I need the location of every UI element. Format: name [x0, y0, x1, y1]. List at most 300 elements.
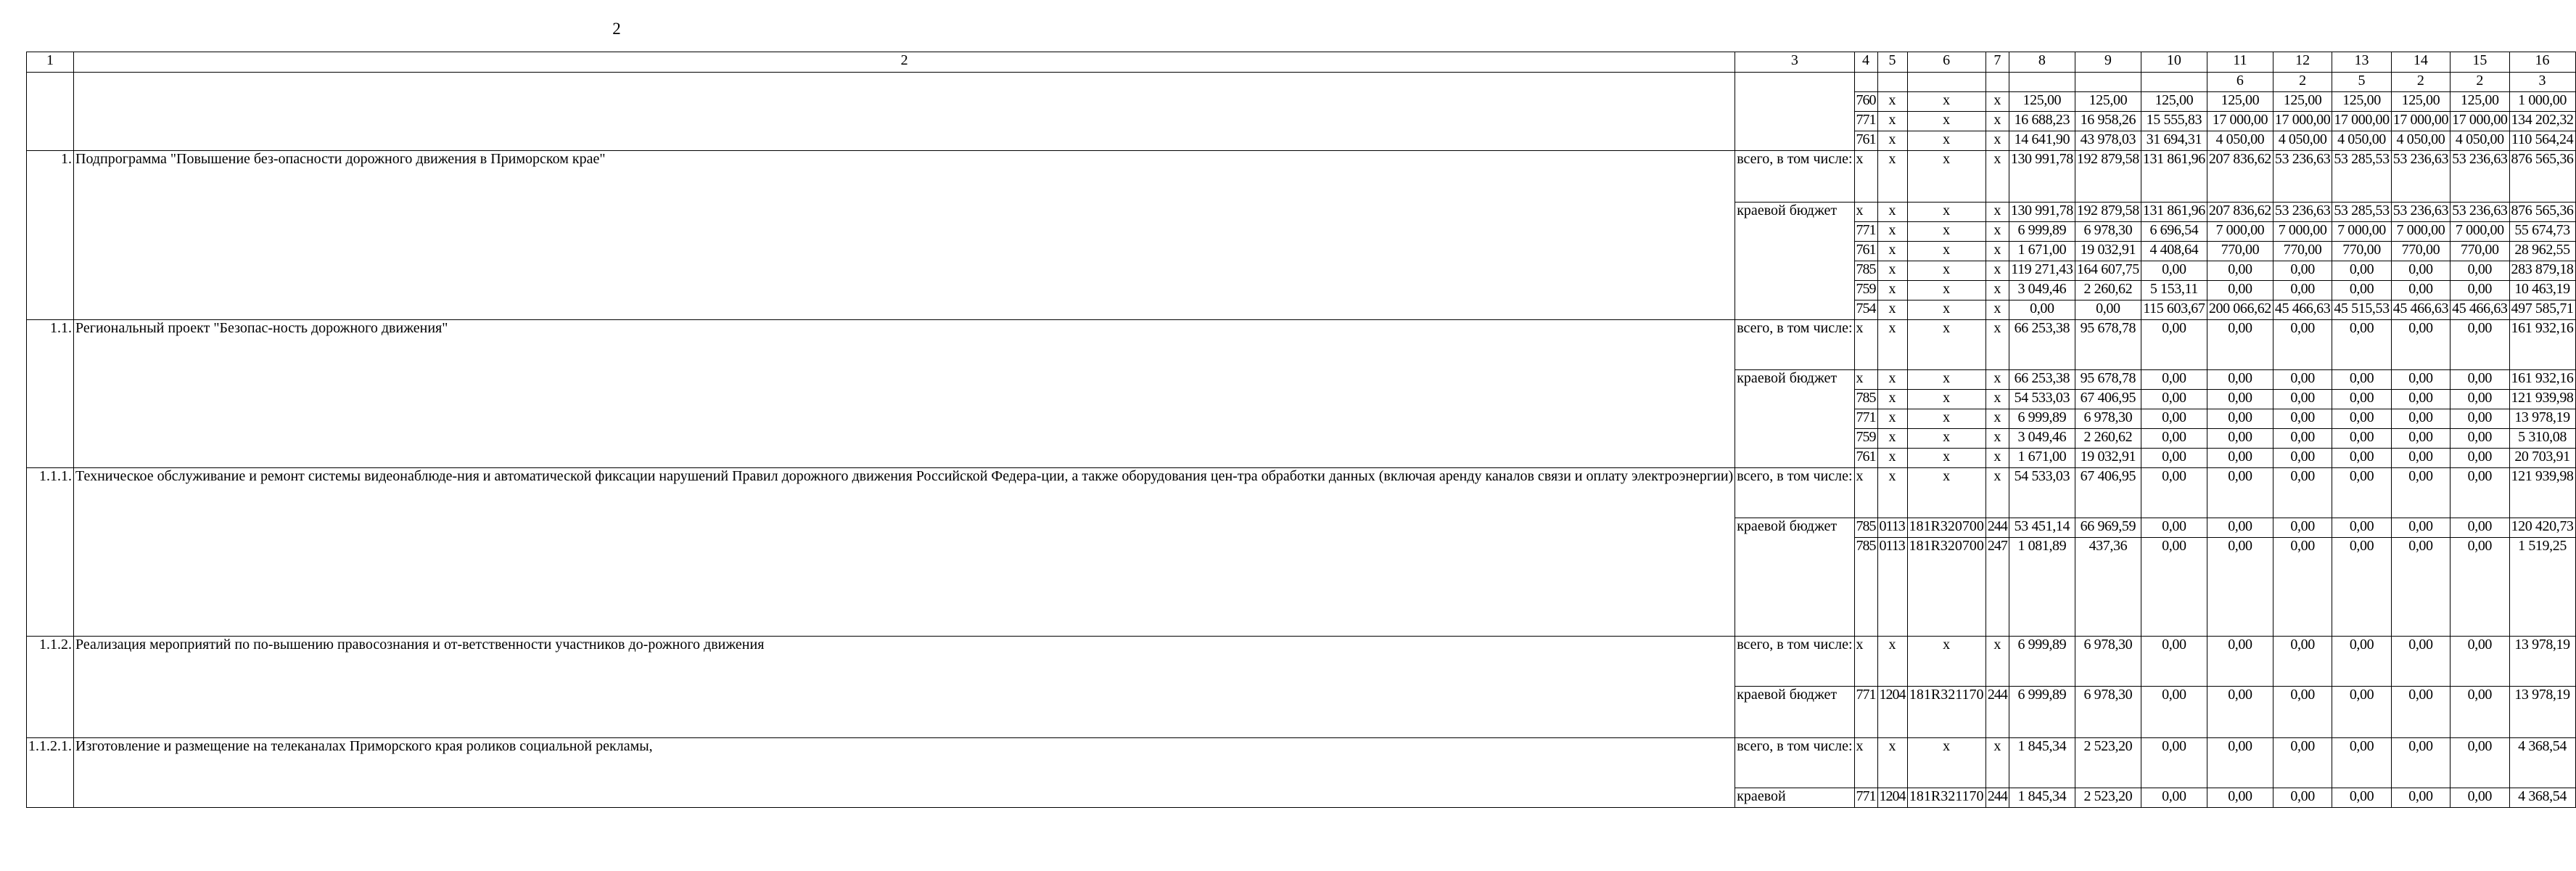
code-vid-raskhodov: x [1986, 112, 2009, 131]
column-number-header: 4 [1854, 52, 1877, 73]
code-razdel: x [1877, 429, 1907, 449]
column-number-header: 3 [1735, 52, 1854, 73]
table-cell [1877, 73, 1907, 92]
amount-cell: 0,00 [2391, 409, 2450, 429]
amount-cell: 4 050,00 [2332, 131, 2391, 151]
code-razdel: x [1877, 738, 1907, 788]
amount-cell: 0,00 [2141, 320, 2207, 370]
amount-cell: 207 836,62 [2207, 151, 2273, 203]
code-vid-raskhodov: 244 [1986, 687, 2009, 738]
code-glava: 785 [1854, 518, 1877, 538]
amount-cell: 770,00 [2207, 242, 2273, 261]
code-vid-raskhodov: x [1986, 449, 2009, 468]
code-vid-raskhodov: 247 [1986, 538, 2009, 637]
table-cell [1986, 73, 2009, 92]
code-vid-raskhodov: x [1986, 637, 2009, 687]
amount-cell: 2 523,20 [2075, 738, 2141, 788]
item-name: Изготовление и размещение на телеканалах Приморского края роликов социальной рекламы, [74, 738, 1735, 808]
code-tselevaya-statya: 181R321170 [1907, 788, 1986, 808]
amount-cell: 66 969,59 [2075, 518, 2141, 538]
code-tselevaya-statya: x [1907, 370, 1986, 390]
amount-cell: 0,00 [2141, 409, 2207, 429]
code-tselevaya-statya: x [1907, 300, 1986, 320]
amount-cell: 0,00 [2207, 468, 2273, 518]
amount-cell: 3 049,46 [2009, 429, 2075, 449]
amount-cell: 0,00 [2332, 788, 2391, 808]
amount-cell: 4 408,64 [2141, 242, 2207, 261]
table-cell [2009, 73, 2075, 92]
amount-cell: 0,00 [2141, 518, 2207, 538]
amount-cell: 119 271,43 [2009, 261, 2075, 281]
amount-cell: 53 285,53 [2332, 151, 2391, 203]
amount-cell: 115 603,67 [2141, 300, 2207, 320]
amount-cell: 0,00 [2141, 370, 2207, 390]
amount-cell: 6 999,89 [2009, 222, 2075, 242]
code-vid-raskhodov: 244 [1986, 518, 2009, 538]
code-tselevaya-statya: x [1907, 409, 1986, 429]
code-vid-raskhodov: x [1986, 468, 2009, 518]
code-glava: 785 [1854, 261, 1877, 281]
code-glava: 761 [1854, 242, 1877, 261]
column-number-header: 13 [2332, 52, 2391, 73]
item-name: Подпрограмма "Повышение без-опасности дорожного движения в Приморском крае" [74, 151, 1735, 320]
code-vid-raskhodov: x [1986, 131, 2009, 151]
amount-cell: 7 000,00 [2332, 222, 2391, 242]
amount-cell: 0,00 [2332, 637, 2391, 687]
amount-cell: 0,00 [2391, 449, 2450, 468]
amount-cell: 110 564,24 [2509, 131, 2575, 151]
amount-cell: 19 032,91 [2075, 242, 2141, 261]
code-razdel: x [1877, 637, 1907, 687]
amount-cell: 0,00 [2141, 468, 2207, 518]
period-count: 5 [2332, 73, 2391, 92]
code-razdel: x [1877, 261, 1907, 281]
code-razdel: x [1877, 222, 1907, 242]
amount-cell: 17 000,00 [2332, 112, 2391, 131]
column-number-header: 16 [2509, 52, 2575, 73]
amount-cell: 0,00 [2391, 637, 2450, 687]
table-cell [1907, 73, 1986, 92]
funding-level-total: всего, в том числе: [1735, 468, 1854, 518]
column-number-header: 10 [2141, 52, 2207, 73]
table-row [27, 468, 2576, 518]
amount-cell: 0,00 [2391, 370, 2450, 390]
amount-cell: 770,00 [2332, 242, 2391, 261]
amount-cell: 0,00 [2332, 429, 2391, 449]
amount-cell: 0,00 [2451, 281, 2509, 300]
amount-cell: 0,00 [2273, 390, 2332, 409]
amount-cell: 164 607,75 [2075, 261, 2141, 281]
amount-cell: 0,00 [2141, 637, 2207, 687]
table-cell [1854, 73, 1877, 92]
funding-level-regional: краевой [1735, 788, 1854, 808]
code-razdel: x [1877, 449, 1907, 468]
amount-cell: 0,00 [2332, 390, 2391, 409]
amount-cell: 0,00 [2391, 518, 2450, 538]
item-number: 1.1.2. [27, 637, 74, 738]
amount-cell: 0,00 [2451, 538, 2509, 637]
amount-cell: 0,00 [2009, 300, 2075, 320]
table-cell [2141, 73, 2207, 92]
amount-cell: 161 932,16 [2509, 370, 2575, 390]
code-razdel: x [1877, 300, 1907, 320]
code-glava: 785 [1854, 390, 1877, 409]
amount-cell: 3 049,46 [2009, 281, 2075, 300]
amount-cell: 6 999,89 [2009, 687, 2075, 738]
amount-cell: 0,00 [2273, 518, 2332, 538]
amount-cell: 0,00 [2273, 538, 2332, 637]
amount-cell: 0,00 [2451, 738, 2509, 788]
amount-cell: 0,00 [2207, 738, 2273, 788]
amount-cell: 53 451,14 [2009, 518, 2075, 538]
amount-cell: 45 466,63 [2451, 300, 2509, 320]
amount-cell: 0,00 [2141, 261, 2207, 281]
code-razdel: x [1877, 320, 1907, 370]
amount-cell: 13 978,19 [2509, 637, 2575, 687]
amount-cell: 95 678,78 [2075, 370, 2141, 390]
amount-cell: 2 260,62 [2075, 429, 2141, 449]
amount-cell: 13 978,19 [2509, 687, 2575, 738]
amount-cell: 17 000,00 [2391, 112, 2450, 131]
code-tselevaya-statya: x [1907, 281, 1986, 300]
amount-cell: 0,00 [2207, 320, 2273, 370]
amount-cell: 6 978,30 [2075, 687, 2141, 738]
amount-cell: 6 978,30 [2075, 409, 2141, 429]
code-tselevaya-statya: 181R320700 [1907, 518, 1986, 538]
code-razdel: x [1877, 203, 1907, 222]
amount-cell: 0,00 [2391, 261, 2450, 281]
column-number-header: 5 [1877, 52, 1907, 73]
amount-cell: 0,00 [2273, 409, 2332, 429]
amount-cell: 31 694,31 [2141, 131, 2207, 151]
code-glava: 761 [1854, 449, 1877, 468]
code-glava: 760 [1854, 92, 1877, 112]
amount-cell: 17 000,00 [2451, 112, 2509, 131]
code-tselevaya-statya: x [1907, 320, 1986, 370]
code-razdel: x [1877, 390, 1907, 409]
amount-cell: 192 879,58 [2075, 203, 2141, 222]
amount-cell: 7 000,00 [2273, 222, 2332, 242]
code-razdel: x [1877, 92, 1907, 112]
code-tselevaya-statya: x [1907, 242, 1986, 261]
amount-cell: 0,00 [2273, 370, 2332, 390]
amount-cell: 4 050,00 [2207, 131, 2273, 151]
amount-cell: 28 962,55 [2509, 242, 2575, 261]
item-number: 1.1.1. [27, 468, 74, 637]
amount-cell: 17 000,00 [2207, 112, 2273, 131]
amount-cell: 0,00 [2451, 518, 2509, 538]
amount-cell: 192 879,58 [2075, 151, 2141, 203]
amount-cell: 125,00 [2009, 92, 2075, 112]
code-razdel: x [1877, 151, 1907, 203]
code-vid-raskhodov: x [1986, 203, 2009, 222]
amount-cell: 125,00 [2207, 92, 2273, 112]
amount-cell: 120 420,73 [2509, 518, 2575, 538]
amount-cell: 0,00 [2451, 370, 2509, 390]
table-row [27, 320, 2576, 370]
code-tselevaya-statya: x [1907, 468, 1986, 518]
amount-cell: 67 406,95 [2075, 468, 2141, 518]
code-tselevaya-statya: x [1907, 203, 1986, 222]
amount-cell: 6 999,89 [2009, 409, 2075, 429]
code-vid-raskhodov: x [1986, 370, 2009, 390]
amount-cell: 0,00 [2273, 468, 2332, 518]
code-vid-raskhodov: x [1986, 409, 2009, 429]
amount-cell: 0,00 [2273, 738, 2332, 788]
amount-cell: 7 000,00 [2451, 222, 2509, 242]
code-tselevaya-statya: x [1907, 637, 1986, 687]
code-vid-raskhodov: x [1986, 261, 2009, 281]
code-tselevaya-statya: x [1907, 390, 1986, 409]
amount-cell: 1 671,00 [2009, 242, 2075, 261]
amount-cell: 876 565,36 [2509, 151, 2575, 203]
code-tselevaya-statya: x [1907, 222, 1986, 242]
amount-cell: 15 555,83 [2141, 112, 2207, 131]
amount-cell: 0,00 [2273, 281, 2332, 300]
code-razdel: x [1877, 468, 1907, 518]
table-row [27, 73, 2576, 92]
code-tselevaya-statya: x [1907, 131, 1986, 151]
amount-cell: 0,00 [2391, 468, 2450, 518]
amount-cell: 5 153,11 [2141, 281, 2207, 300]
amount-cell: 53 236,63 [2391, 151, 2450, 203]
amount-cell: 43 978,03 [2075, 131, 2141, 151]
amount-cell: 53 236,63 [2273, 151, 2332, 203]
amount-cell: 1 081,89 [2009, 538, 2075, 637]
column-number-header: 11 [2207, 52, 2273, 73]
amount-cell: 125,00 [2391, 92, 2450, 112]
amount-cell: 0,00 [2451, 449, 2509, 468]
code-tselevaya-statya: x [1907, 261, 1986, 281]
amount-cell: 4 368,54 [2509, 788, 2575, 808]
amount-cell: 1 519,25 [2509, 538, 2575, 637]
code-vid-raskhodov: x [1986, 92, 2009, 112]
amount-cell: 207 836,62 [2207, 203, 2273, 222]
amount-cell: 0,00 [2391, 687, 2450, 738]
amount-cell: 0,00 [2141, 449, 2207, 468]
item-name: Региональный проект "Безопас-ность дорожного движения" [74, 320, 1735, 468]
amount-cell: 134 202,32 [2509, 112, 2575, 131]
amount-cell: 0,00 [2273, 320, 2332, 370]
amount-cell: 0,00 [2451, 429, 2509, 449]
item-number: 1. [27, 151, 74, 320]
amount-cell: 121 939,98 [2509, 390, 2575, 409]
code-vid-raskhodov: x [1986, 429, 2009, 449]
budget-table [26, 52, 2576, 808]
amount-cell: 20 703,91 [2509, 449, 2575, 468]
funding-level-total: всего, в том числе: [1735, 320, 1854, 370]
amount-cell: 0,00 [2391, 538, 2450, 637]
table-cell [27, 73, 74, 151]
amount-cell: 13 978,19 [2509, 409, 2575, 429]
table-row [27, 52, 2576, 73]
column-number-header: 2 [74, 52, 1735, 73]
column-number-header: 6 [1907, 52, 1986, 73]
amount-cell: 161 932,16 [2509, 320, 2575, 370]
amount-cell: 4 050,00 [2451, 131, 2509, 151]
code-glava: 759 [1854, 429, 1877, 449]
column-number-header: 12 [2273, 52, 2332, 73]
amount-cell: 0,00 [2141, 538, 2207, 637]
code-tselevaya-statya: x [1907, 738, 1986, 788]
amount-cell: 0,00 [2332, 261, 2391, 281]
amount-cell: 53 236,63 [2273, 203, 2332, 222]
amount-cell: 125,00 [2075, 92, 2141, 112]
amount-cell: 125,00 [2273, 92, 2332, 112]
column-number-header: 14 [2391, 52, 2450, 73]
amount-cell: 0,00 [2141, 390, 2207, 409]
code-vid-raskhodov: x [1986, 320, 2009, 370]
amount-cell: 497 585,71 [2509, 300, 2575, 320]
amount-cell: 0,00 [2451, 261, 2509, 281]
amount-cell: 121 939,98 [2509, 468, 2575, 518]
period-count: 2 [2451, 73, 2509, 92]
table-cell [2075, 73, 2141, 92]
amount-cell: 0,00 [2207, 518, 2273, 538]
amount-cell: 0,00 [2273, 637, 2332, 687]
amount-cell: 0,00 [2332, 468, 2391, 518]
code-vid-raskhodov: x [1986, 151, 2009, 203]
amount-cell: 0,00 [2391, 320, 2450, 370]
amount-cell: 0,00 [2391, 738, 2450, 788]
code-tselevaya-statya: x [1907, 92, 1986, 112]
item-name: Техническое обслуживание и ремонт системы видеонаблюде-ния и автоматической фиксации нарушений Правил дорожного движения Российской Федера-ции, а также оборудования цен-тра обработки данных (включая аренду каналов связи и оплату электроэнергии) [74, 468, 1735, 637]
amount-cell: 437,36 [2075, 538, 2141, 637]
item-number: 1.1. [27, 320, 74, 468]
amount-cell: 53 236,63 [2451, 151, 2509, 203]
code-razdel: x [1877, 370, 1907, 390]
amount-cell: 0,00 [2332, 320, 2391, 370]
amount-cell: 130 991,78 [2009, 203, 2075, 222]
amount-cell: 0,00 [2141, 687, 2207, 738]
amount-cell: 45 466,63 [2273, 300, 2332, 320]
code-razdel: x [1877, 409, 1907, 429]
period-count: 6 [2207, 73, 2273, 92]
amount-cell: 53 236,63 [2391, 203, 2450, 222]
amount-cell: 6 978,30 [2075, 222, 2141, 242]
amount-cell: 0,00 [2075, 300, 2141, 320]
funding-level-regional: краевой бюджет [1735, 370, 1854, 468]
funding-level-regional: краевой бюджет [1735, 687, 1854, 738]
amount-cell: 1 671,00 [2009, 449, 2075, 468]
amount-cell: 19 032,91 [2075, 449, 2141, 468]
funding-level-total: всего, в том числе: [1735, 151, 1854, 203]
amount-cell: 0,00 [2332, 409, 2391, 429]
amount-cell: 45 466,63 [2391, 300, 2450, 320]
amount-cell: 0,00 [2451, 468, 2509, 518]
amount-cell: 4 050,00 [2391, 131, 2450, 151]
code-glava: x [1854, 151, 1877, 203]
amount-cell: 200 066,62 [2207, 300, 2273, 320]
amount-cell: 770,00 [2391, 242, 2450, 261]
amount-cell: 770,00 [2451, 242, 2509, 261]
code-glava: x [1854, 468, 1877, 518]
table-cell [74, 73, 1735, 151]
amount-cell: 0,00 [2207, 449, 2273, 468]
amount-cell: 0,00 [2273, 687, 2332, 738]
code-vid-raskhodov: 244 [1986, 788, 2009, 808]
amount-cell: 0,00 [2451, 687, 2509, 738]
amount-cell: 125,00 [2141, 92, 2207, 112]
amount-cell: 1 845,34 [2009, 738, 2075, 788]
code-tselevaya-statya: 181R321170 [1907, 687, 1986, 738]
amount-cell: 0,00 [2207, 687, 2273, 738]
code-tselevaya-statya: 181R320700 [1907, 538, 1986, 637]
code-vid-raskhodov: x [1986, 281, 2009, 300]
column-number-header: 8 [2009, 52, 2075, 73]
column-number-header: 7 [1986, 52, 2009, 73]
code-tselevaya-statya: x [1907, 151, 1986, 203]
amount-cell: 55 674,73 [2509, 222, 2575, 242]
amount-cell: 125,00 [2451, 92, 2509, 112]
funding-level-total: всего, в том числе: [1735, 738, 1854, 788]
amount-cell: 131 861,96 [2141, 151, 2207, 203]
funding-level-regional: краевой бюджет [1735, 203, 1854, 320]
funding-level-regional: краевой бюджет [1735, 518, 1854, 637]
code-razdel: 0113 [1877, 538, 1907, 637]
code-razdel: 1204 [1877, 788, 1907, 808]
code-razdel: x [1877, 281, 1907, 300]
code-razdel: 0113 [1877, 518, 1907, 538]
code-glava: 785 [1854, 538, 1877, 637]
table-row [27, 637, 2576, 687]
amount-cell: 0,00 [2207, 409, 2273, 429]
amount-cell: 0,00 [2141, 429, 2207, 449]
column-number-header: 9 [2075, 52, 2141, 73]
amount-cell: 0,00 [2207, 429, 2273, 449]
amount-cell: 4 368,54 [2509, 738, 2575, 788]
amount-cell: 0,00 [2332, 687, 2391, 738]
amount-cell: 125,00 [2332, 92, 2391, 112]
amount-cell: 0,00 [2207, 370, 2273, 390]
amount-cell: 2 523,20 [2075, 788, 2141, 808]
amount-cell: 6 999,89 [2009, 637, 2075, 687]
amount-cell: 0,00 [2332, 281, 2391, 300]
code-razdel: x [1877, 112, 1907, 131]
amount-cell: 283 879,18 [2509, 261, 2575, 281]
amount-cell: 0,00 [2207, 281, 2273, 300]
amount-cell: 54 533,03 [2009, 468, 2075, 518]
amount-cell: 2 260,62 [2075, 281, 2141, 300]
amount-cell: 0,00 [2207, 788, 2273, 808]
table-row [27, 738, 2576, 788]
code-glava: x [1854, 370, 1877, 390]
code-glava: 771 [1854, 788, 1877, 808]
code-vid-raskhodov: x [1986, 738, 2009, 788]
code-glava: x [1854, 637, 1877, 687]
amount-cell: 66 253,38 [2009, 370, 2075, 390]
code-glava: 771 [1854, 409, 1877, 429]
code-vid-raskhodov: x [1986, 300, 2009, 320]
amount-cell: 54 533,03 [2009, 390, 2075, 409]
code-glava: 771 [1854, 687, 1877, 738]
amount-cell: 7 000,00 [2207, 222, 2273, 242]
amount-cell: 17 000,00 [2273, 112, 2332, 131]
amount-cell: 14 641,90 [2009, 131, 2075, 151]
amount-cell: 0,00 [2451, 390, 2509, 409]
amount-cell: 0,00 [2273, 429, 2332, 449]
item-name: Реализация мероприятий по по-вышению правосознания и от-ветственности участников до-рожного движения [74, 637, 1735, 738]
amount-cell: 0,00 [2207, 538, 2273, 637]
code-razdel: x [1877, 131, 1907, 151]
code-glava: x [1854, 738, 1877, 788]
period-count: 2 [2391, 73, 2450, 92]
code-tselevaya-statya: x [1907, 449, 1986, 468]
column-number-header: 15 [2451, 52, 2509, 73]
amount-cell: 0,00 [2273, 261, 2332, 281]
code-glava: x [1854, 320, 1877, 370]
amount-cell: 6 978,30 [2075, 637, 2141, 687]
